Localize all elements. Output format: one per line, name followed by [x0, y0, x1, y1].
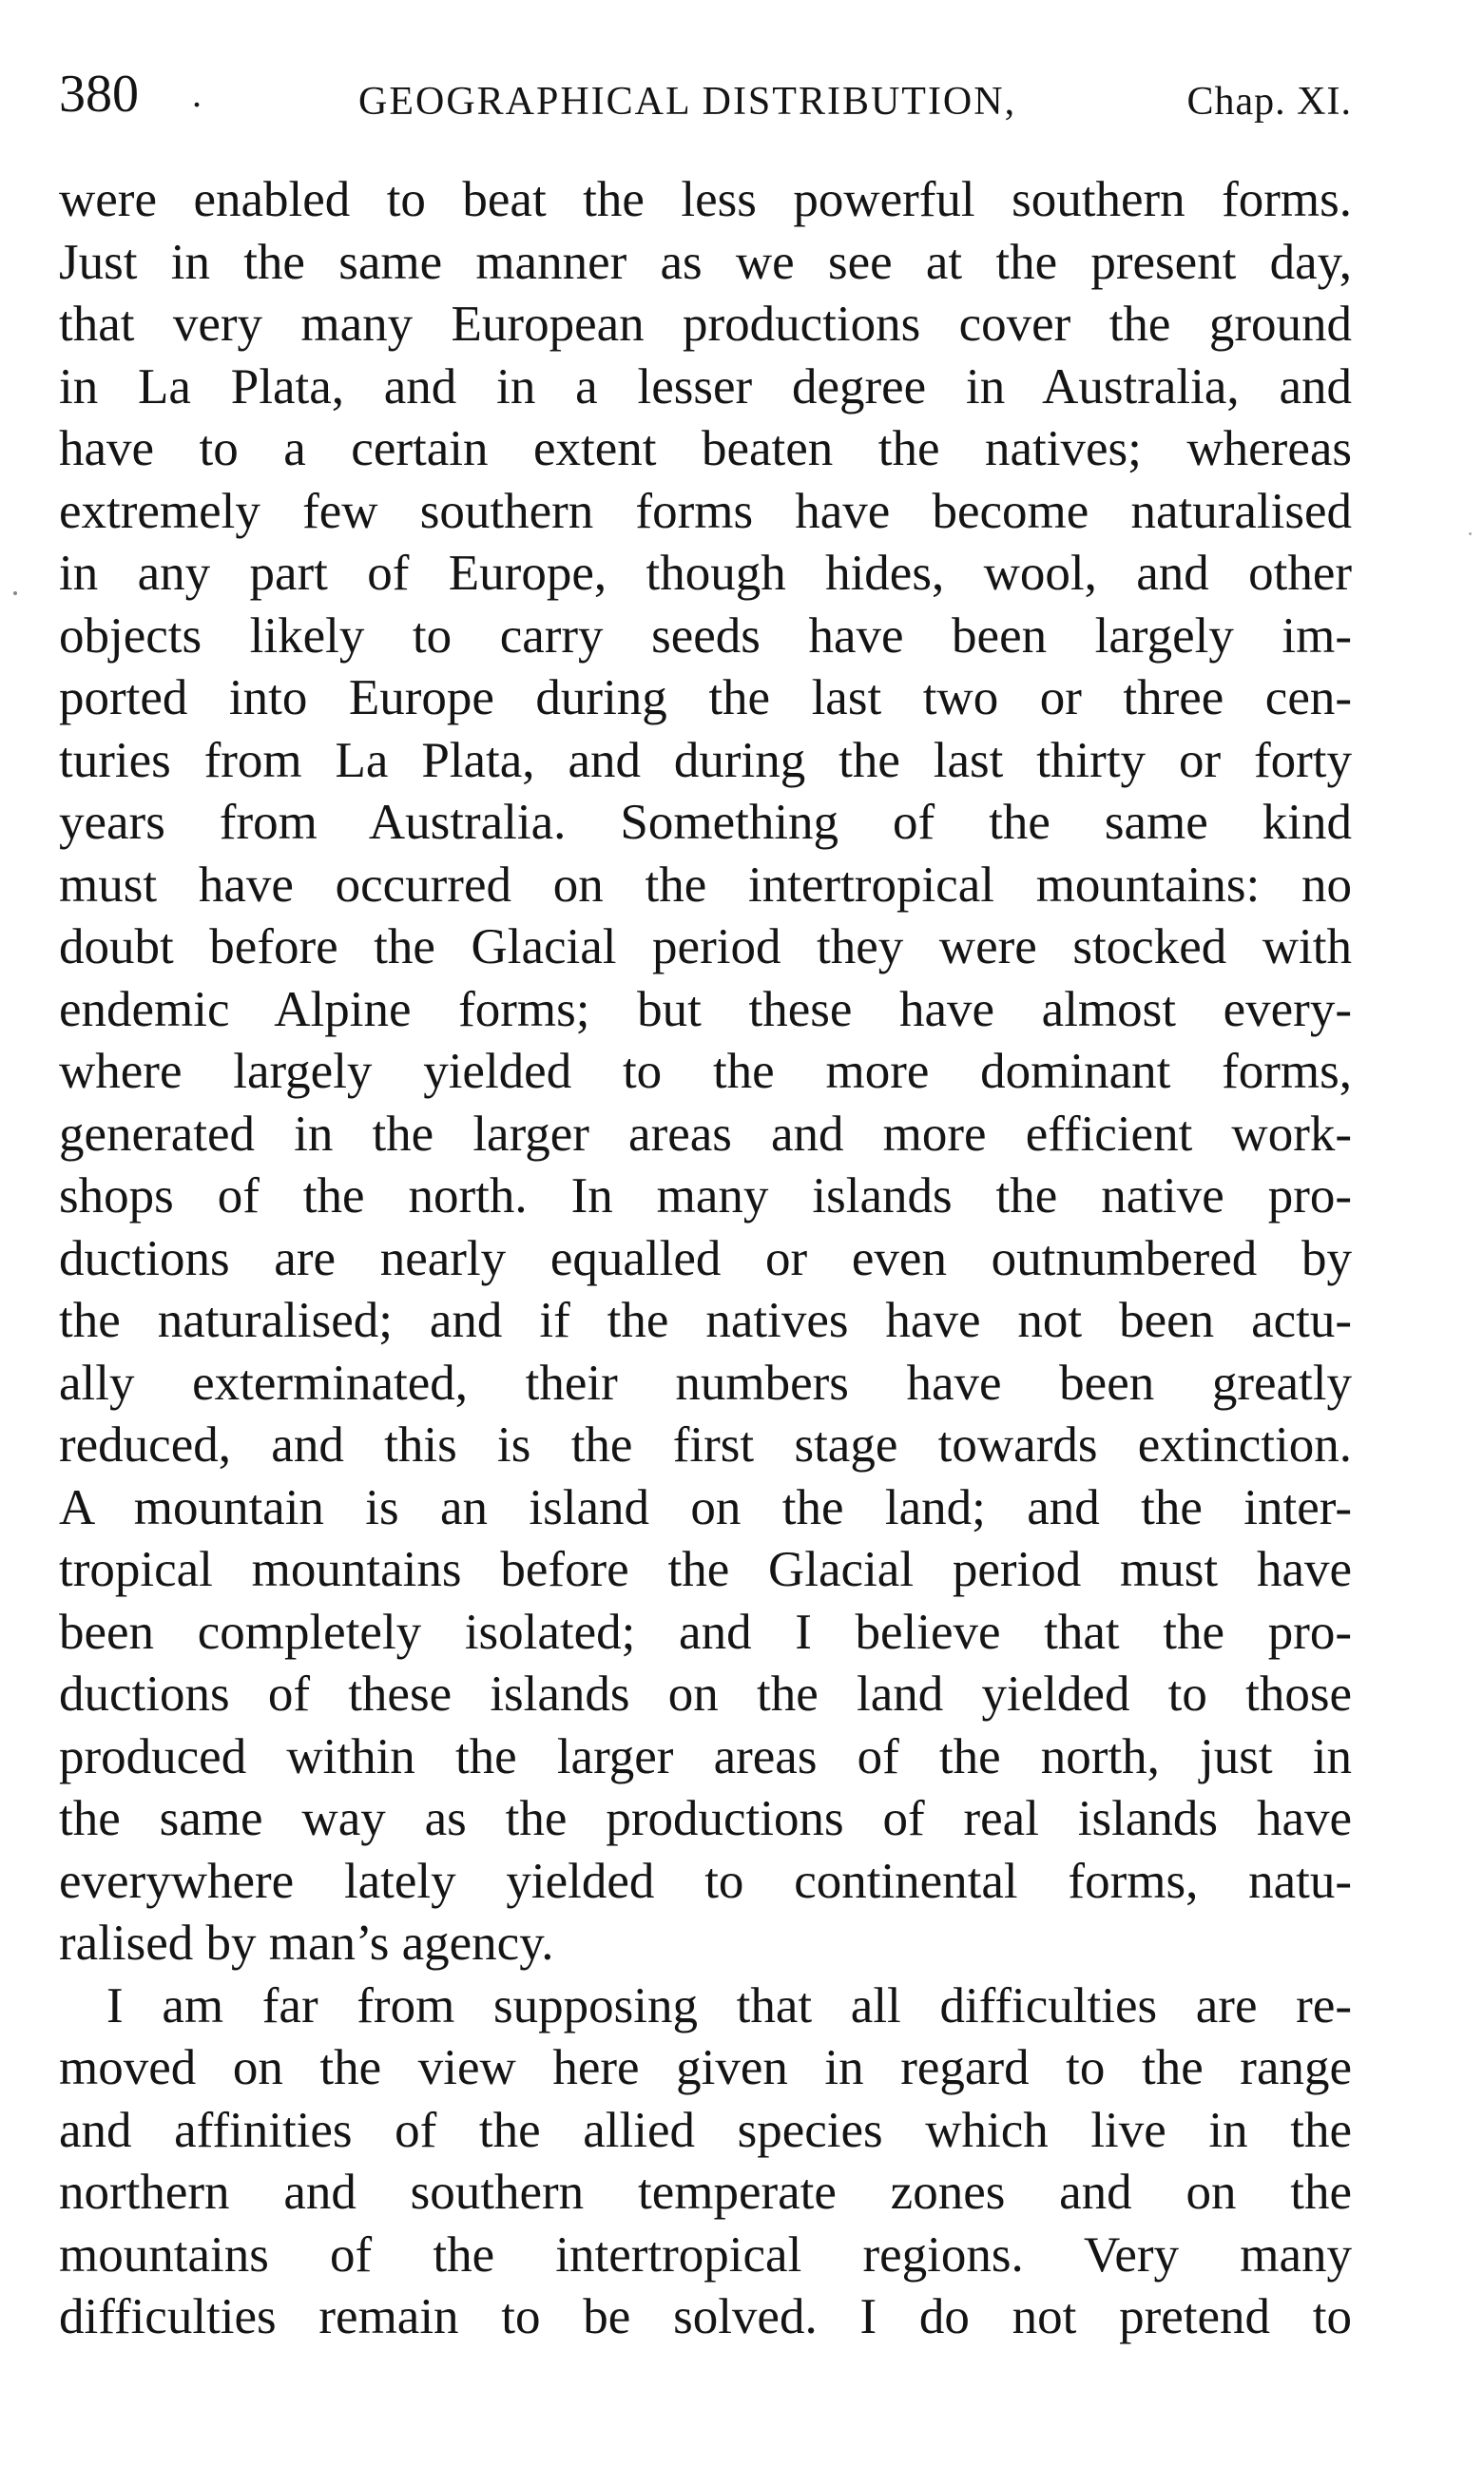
text-line: I am far from supposing that all difficulties are re- — [106, 1977, 1352, 2033]
text-line: ally exterminated, their numbers have been greatly — [59, 1355, 1352, 1411]
text-line: the naturalised; and if the natives have not been actu- — [59, 1293, 1352, 1348]
text-line: doubt before the Glacial period they were stocked with — [59, 919, 1352, 974]
text-line: reduced, and this is the first stage towards extinction. — [59, 1417, 1352, 1473]
running-head — [59, 61, 1352, 127]
text-line: endemic Alpine forms; but these have almost every- — [59, 981, 1352, 1037]
text-line: and affinities of the allied species which live in the — [59, 2102, 1352, 2158]
text-line: that very many European productions cover the ground — [59, 297, 1352, 352]
text-line: ralised by man’s agency. — [59, 1916, 554, 1971]
page-number: 380 — [59, 65, 139, 124]
text-line: northern and southern temperate zones and on the — [59, 2165, 1352, 2220]
running-title: GEOGRAPHICAL DISTRIBUTION, — [358, 80, 1017, 124]
text-line: in any part of Europe, though hides, wool, and other — [59, 546, 1352, 601]
text-line: produced within the larger areas of the north, just in — [59, 1728, 1352, 1784]
edge-speck — [1469, 532, 1472, 535]
text-line: Just in the same manner as we see at the present day, — [59, 234, 1352, 290]
text-line: the same way as the productions of real islands have — [59, 1791, 1352, 1846]
text-line: generated in the larger areas and more efficient work- — [59, 1106, 1352, 1162]
margin-speck — [13, 591, 17, 595]
text-line: everywhere lately yielded to continental forms, natu- — [59, 1853, 1352, 1909]
text-line: where largely yielded to the more dominant forms, — [59, 1044, 1352, 1099]
text-line: must have occurred on the intertropical mountains: no — [59, 857, 1352, 913]
text-line: mountains of the intertropical regions. Very many — [59, 2226, 1352, 2283]
text-line: were enabled to beat the less powerful southern forms. — [59, 172, 1352, 227]
text-line: been completely isolated; and I believe that the pro- — [59, 1604, 1352, 1660]
paragraph — [59, 169, 1352, 1976]
text-line: years from Australia. Something of the same kind — [59, 795, 1352, 850]
text-line: ductions are nearly equalled or even outnumbered by — [59, 1230, 1352, 1286]
chapter-label: Chap. XI. — [1186, 80, 1352, 124]
text-line: ported into Europe during the last two or three cen- — [59, 670, 1352, 725]
header-dot: . — [192, 72, 202, 115]
text-line: in La Plata, and in a lesser degree in Australia, and — [59, 358, 1352, 414]
paragraph — [59, 1976, 1352, 2349]
text-line: ductions of these islands on the land yielded to those — [59, 1667, 1352, 1722]
text-line: difficulties remain to be solved. I do not pretend to — [59, 2289, 1352, 2344]
text-line: objects likely to carry seeds have been largely im- — [59, 607, 1352, 664]
text-line: turies from La Plata, and during the last thirty or forty — [59, 732, 1352, 788]
text-line: moved on the view here given in regard to the range — [59, 2040, 1352, 2095]
text-line: shops of the north. In many islands the native pro- — [59, 1168, 1352, 1224]
text-line: have to a certain extent beaten the natives; whereas — [59, 421, 1352, 476]
text-line: A mountain is an island on the land; and the inter- — [59, 1479, 1352, 1535]
body-text — [59, 169, 1352, 2349]
text-line: extremely few southern forms have become naturalised — [59, 483, 1352, 539]
text-line: tropical mountains before the Glacial period must have — [59, 1542, 1352, 1597]
